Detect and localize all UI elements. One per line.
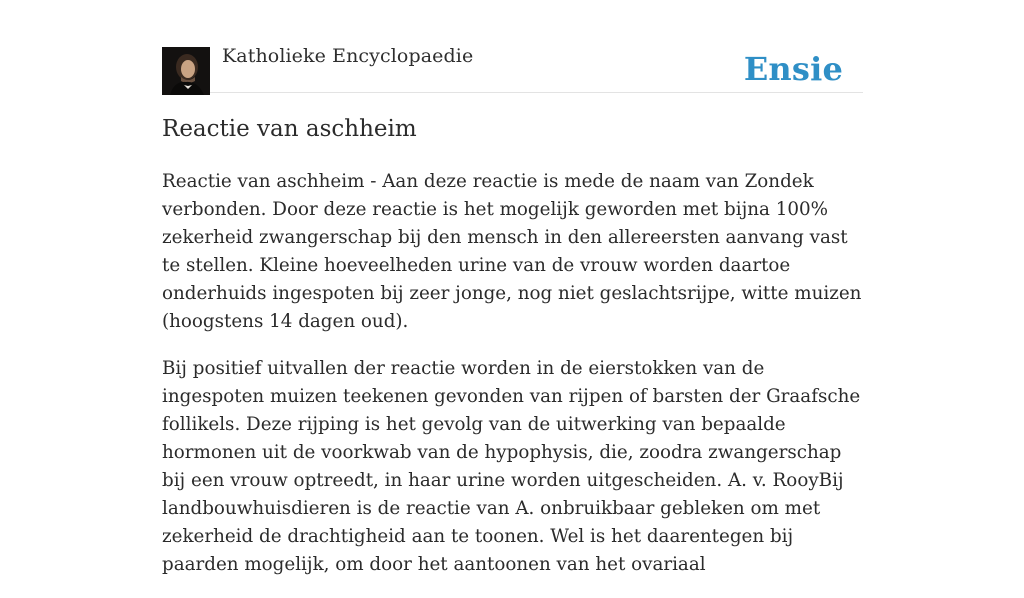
site-header <box>162 0 863 93</box>
page-title: Reactie van aschheim <box>162 116 417 142</box>
site-name[interactable]: Katholieke Encyclopaedie <box>222 45 474 67</box>
portrait-avatar-icon[interactable] <box>162 47 210 95</box>
article-body <box>162 168 867 598</box>
article-paragraph: Reactie van aschheim - Aan deze reactie is mede de naam van Zondek verbonden. Door deze reactie is het mogelijk geworden met bijna 100% zekerheid zwangerschap bij den mensch in den allereersten aanvang vast te stellen. Kleine hoeveelheden urine van de vrouw worden daartoe onderhuids ingespoten bij zeer jonge, nog niet geslachtsrijpe, witte muizen (hoogstens 14 dagen oud). <box>162 171 862 332</box>
article-paragraph: Bij positief uitvallen der reactie worden in de eierstokken van de ingespoten muizen teekenen gevonden van rijpen of barsten der Graafsche follikels. Deze rijping is het gevolg van de uitwerking van bepaalde hormonen uit de voorkwab van de hypophysis, die, zoodra zwangerschap bij een vrouw optreedt, in haar urine worden uitgescheiden. A. v. RooyBij landbouwhuisdieren is de reactie van A. onbruikbaar gebleken om met zekerheid de drachtigheid aan te toonen. Wel is het daarentegen bij paarden mogelijk, om door het aantoonen van het ovariaal <box>162 358 861 575</box>
page <box>162 0 863 575</box>
brand-logo[interactable]: Ensie <box>743 50 843 88</box>
